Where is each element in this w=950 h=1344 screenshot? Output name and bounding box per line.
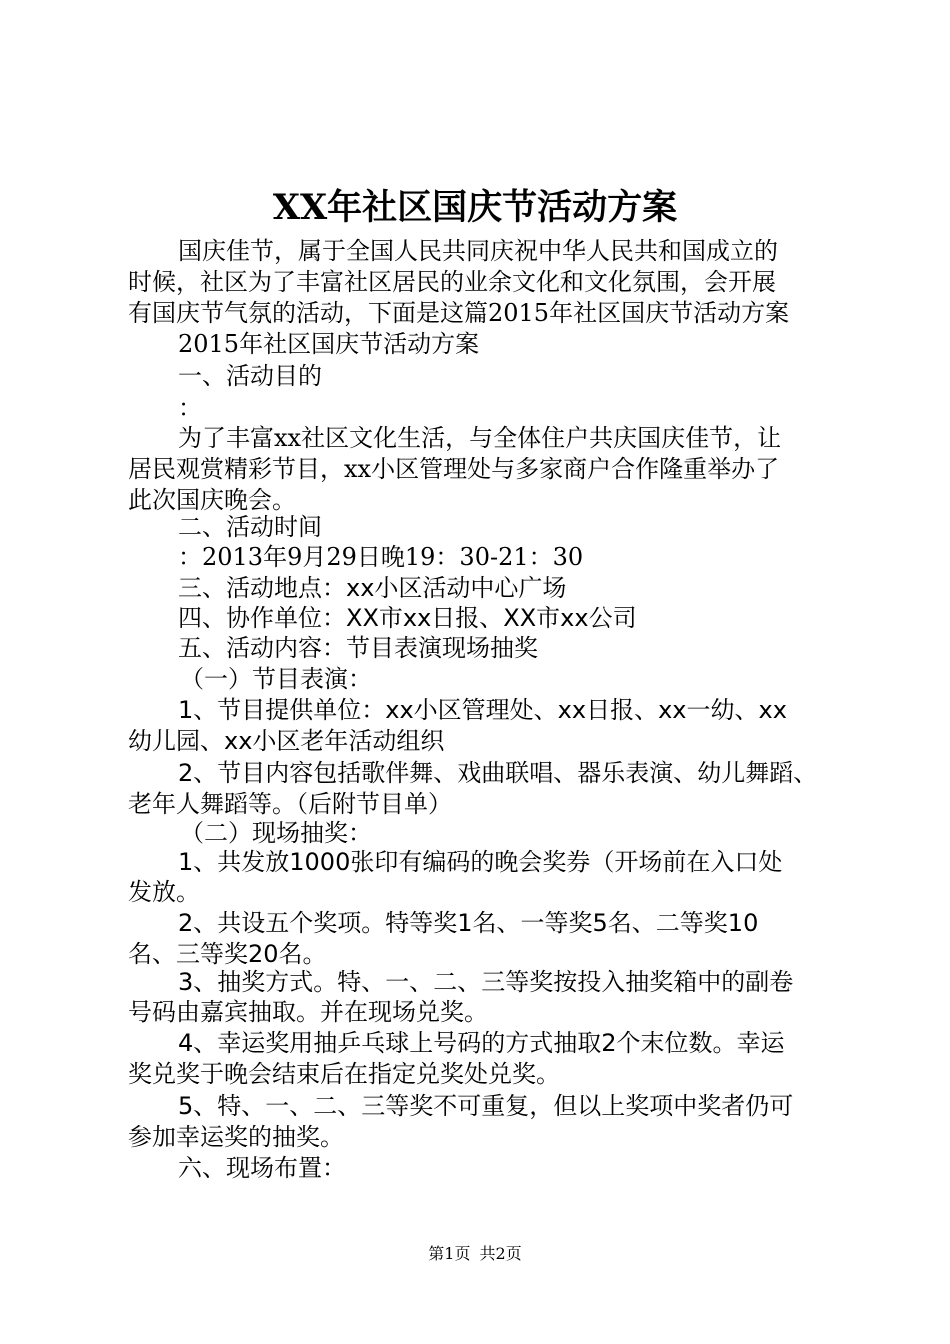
page-number: 第1页 [428,1244,471,1263]
sub2-item-5-line-2: 参加幸运奖的抽奖。 [128,1123,344,1151]
section-1-colon: ： [178,394,202,422]
sub2-item-2-line-2: 名、三等奖20名。 [128,940,327,968]
section-1-body-2: 居民观赏精彩节目，xx小区管理处与多家商户合作隆重举办了 [128,455,780,483]
sub1-item-1-line-1: 1、节目提供单位：xx小区管理处、xx日报、xx一幼、xx [178,696,787,724]
section-3: 三、活动地点：xx小区活动中心广场 [178,574,567,602]
page-footer [0,1241,950,1264]
sub2-item-3-line-2: 号码由嘉宾抽取。并在现场兑奖。 [128,998,488,1026]
page-total: 共2页 [479,1244,522,1263]
document-title: XX年社区国庆节活动方案 [272,187,678,228]
intro-line-3: 有国庆节气氛的活动，下面是这篇2015年社区国庆节活动方案 [128,299,790,327]
sub1-item-2-line-1: 2、节目内容包括歌伴舞、戏曲联唱、器乐表演、幼儿舞蹈、 [178,759,818,787]
section-6: 六、现场布置： [178,1154,346,1182]
sub2-item-1-line-2: 发放。 [128,878,200,906]
sub2-item-2-line-1: 2、共设五个奖项。特等奖1名、一等奖5名、二等奖10 [178,909,759,937]
section-1-heading: 一、活动目的 [178,362,322,390]
section-1-body-1: 为了丰富xx社区文化生活，与全体住户共庆国庆佳节，让 [178,424,782,452]
intro-line-2: 时候，社区为了丰富社区居民的业余文化和文化氛围，会开展 [128,268,776,296]
sub2-item-5-line-1: 5、特、一、二、三等奖不可重复，但以上奖项中奖者仍可 [178,1092,794,1120]
subsection-2-heading: （二）现场抽奖： [180,819,372,847]
sub1-item-1-line-2: 幼儿园、xx小区老年活动组织 [128,727,445,755]
sub2-item-4-line-1: 4、幸运奖用抽乒乓球上号码的方式抽取2个末位数。幸运 [178,1029,785,1057]
section-1-body-3: 此次国庆晚会。 [128,486,296,514]
section-2-heading: 二、活动时间 [178,513,322,541]
sub2-item-1-line-1: 1、共发放1000张印有编码的晚会奖券（开场前在入口处 [178,848,783,876]
sub1-item-2-line-2: 老年人舞蹈等。（后附节目单） [128,790,452,818]
sub2-item-3-line-1: 3、抽奖方式。特、一、二、三等奖按投入抽奖箱中的副卷 [178,968,794,996]
sub2-item-4-line-2: 奖兑奖于晚会结束后在指定兑奖处兑奖。 [128,1060,560,1088]
subsection-1-heading: （一）节目表演： [180,665,372,693]
intro-line-1: 国庆佳节，属于全国人民共同庆祝中华人民共和国成立的 [178,237,778,265]
section-5: 五、活动内容：节目表演现场抽奖 [178,634,538,662]
section-2-body: ：2013年9月29日晚19：30-21：30 [178,543,584,571]
section-4: 四、协作单位：XX市xx日报、XX市xx公司 [178,604,637,632]
subtitle: 2015年社区国庆节活动方案 [178,330,480,358]
